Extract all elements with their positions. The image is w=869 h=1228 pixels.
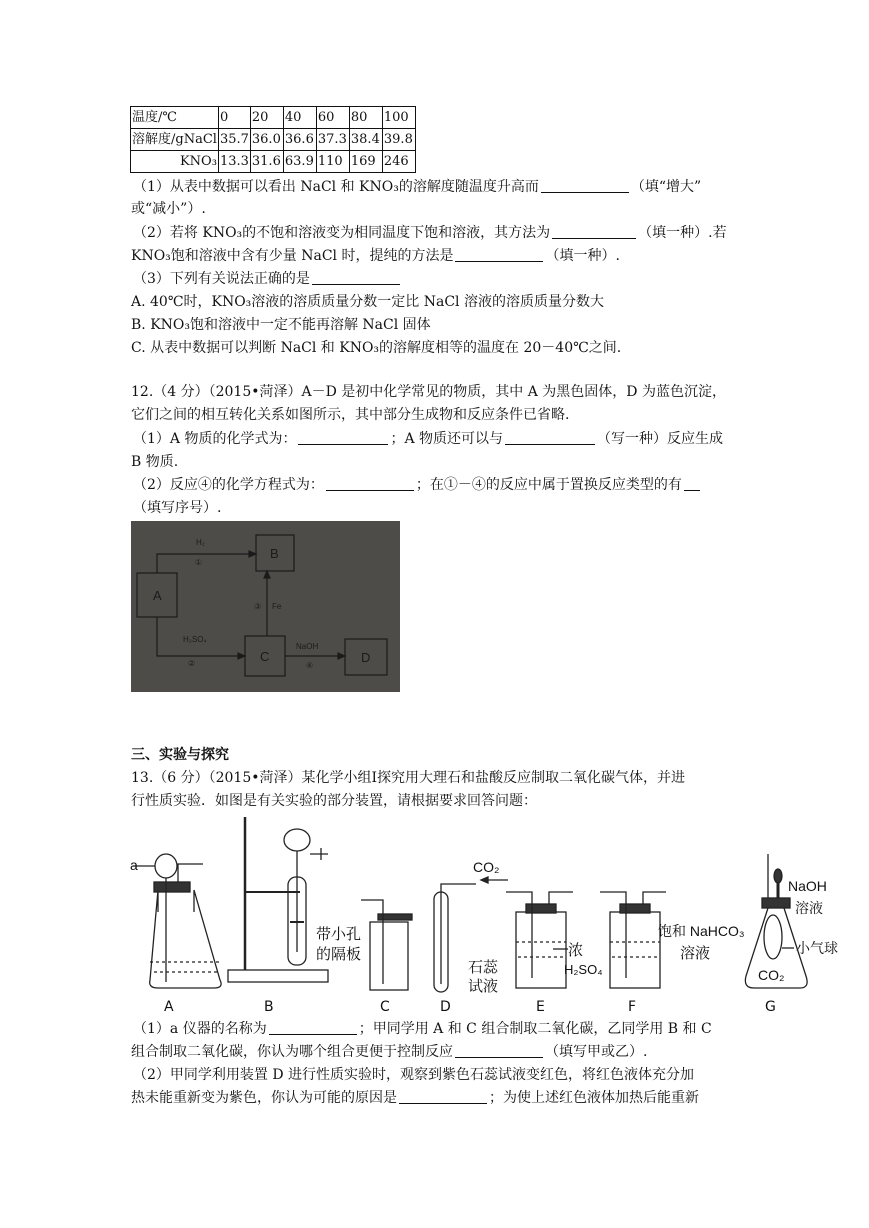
e-note-1: 浓 xyxy=(568,942,584,959)
q13-sub1-line-2 xyxy=(131,1041,647,1063)
answer-blank xyxy=(455,247,543,262)
table-cell: 0 xyxy=(218,107,250,129)
q12-line-6: （填写序号）. xyxy=(133,500,222,516)
table-cell: 100 xyxy=(382,107,415,129)
q12-line-2: 它们之间的相互转化关系如图所示，其中部分生成物和反应条件已省略. xyxy=(131,407,570,423)
q13-sub1-line-1 xyxy=(133,1018,712,1040)
arrowhead xyxy=(338,653,345,659)
table-row xyxy=(131,129,416,151)
text: ；在①－④的反应中属于置换反应类型的有 xyxy=(415,477,682,493)
arrowhead xyxy=(238,653,245,659)
text: （填一种）.若 xyxy=(638,225,727,241)
edge-2-label: ② xyxy=(188,659,196,668)
q11-line-1 xyxy=(133,176,701,198)
row-label: 溶解度/g xyxy=(132,132,184,147)
solubility-table xyxy=(130,106,416,173)
g-note-3: 小气球 xyxy=(796,940,838,956)
g-note-1: NaOH xyxy=(788,878,827,894)
d-note-1: 石蕊 xyxy=(468,959,499,976)
q12-line-5 xyxy=(133,474,702,496)
outlet-tube xyxy=(549,892,573,904)
apparatus-label-e: E xyxy=(536,999,545,1015)
b-note-2: 的隔板 xyxy=(316,946,362,963)
table-cell xyxy=(131,129,219,151)
text: KNO₃饱和溶液中含有少量 NaCl 时，提纯的方法是 xyxy=(131,248,454,264)
q12-line-1: 12.（4 分）（2015•菏泽）A－D 是初中化学常见的物质，其中 A 为黑色固体，D 为蓝色沉淀， xyxy=(131,384,726,400)
stand-base xyxy=(228,970,328,982)
e-note-2: H₂SO₄ xyxy=(564,962,603,977)
edge-fe-label: Fe xyxy=(272,602,282,611)
text: （2）反应④的化学方程式为： xyxy=(133,477,324,493)
table-cell: 20 xyxy=(250,107,283,129)
conical-flask xyxy=(150,890,221,988)
arrowhead xyxy=(264,571,270,578)
q11-option-a: A. 40℃时，KNO₃溶液的溶质质量分数一定比 NaCl 溶液的溶质质量分数大 xyxy=(131,294,604,310)
table-cell: 37.3 xyxy=(316,129,349,151)
wash-bottle xyxy=(516,912,566,988)
text: 组合制取二氧化碳，你认为哪个组合更便于控制反应 xyxy=(131,1044,453,1060)
apparatus-label-a: A xyxy=(164,999,174,1015)
table-cell: 温度/℃ xyxy=(131,107,219,129)
edge-h2so4-label: H₂SO₄ xyxy=(183,635,207,644)
text: （写一种）反应生成 xyxy=(597,431,724,447)
text: （1）a 仪器的名称为 xyxy=(133,1021,267,1037)
delivery-tube xyxy=(361,900,383,984)
apparatus-c xyxy=(361,900,412,990)
table-row xyxy=(131,151,416,173)
reaction-diagram xyxy=(131,521,400,692)
node-b-label: B xyxy=(270,546,279,561)
text: （填一种）. xyxy=(545,248,620,264)
text: （填写甲或乙）. xyxy=(545,1044,648,1060)
f-note-2: 溶液 xyxy=(680,945,711,962)
q11-line-3 xyxy=(133,222,727,244)
arrowhead xyxy=(481,877,488,883)
q11-line-5 xyxy=(133,268,402,290)
q11-option-b: B. KNO₃饱和溶液中一定不能再溶解 NaCl 固体 xyxy=(131,317,431,333)
edge-h2-label: H₂ xyxy=(196,538,205,547)
table-cell: 60 xyxy=(316,107,349,129)
q11-line-2: 或“减小”）. xyxy=(131,201,206,217)
text: （3）下列有关说法正确的是 xyxy=(133,271,310,287)
node-a-label: A xyxy=(153,588,162,603)
arrowhead xyxy=(249,551,256,557)
row-sublabel: NaCl xyxy=(183,132,217,147)
table-cell: 31.6 xyxy=(250,151,283,173)
section-heading: 三、实验与探究 xyxy=(131,747,229,763)
g-note-2: 溶液 xyxy=(795,900,823,916)
table-cell: 13.3 xyxy=(218,151,250,173)
q13-sub2-line-1: （2）甲同学利用装置 D 进行性质实验时，观察到紫色石蕊试液变红色，将红色液体充分加 xyxy=(133,1067,695,1083)
f-note-1: 饱和 NaHCO₃ xyxy=(658,923,745,939)
co2-label: CO₂ xyxy=(473,859,500,875)
answer-blank xyxy=(312,270,400,285)
q12-line-4: B 物质. xyxy=(131,454,179,470)
table-cell: 40 xyxy=(283,107,316,129)
answer-blank xyxy=(552,224,636,239)
answer-blank xyxy=(684,476,700,491)
apparatus-label-f: F xyxy=(628,999,637,1015)
q11-option-c: C. 从表中数据可以判断 NaCl 和 KNO₃的溶解度相等的温度在 20－40℃之间. xyxy=(131,340,622,356)
table-cell xyxy=(131,151,219,173)
stopper xyxy=(526,904,556,913)
text: （1）A 物质的化学式为： xyxy=(133,431,297,447)
q13-line-1: 13.（6 分）（2015•菏泽）某化学小组Ⅰ探究用大理石和盐酸反应制取二氧化碳气体，并进 xyxy=(131,770,686,786)
node-d-label: D xyxy=(361,650,371,665)
answer-blank xyxy=(541,178,629,193)
apparatus-label-b: B xyxy=(264,999,274,1015)
apparatus-e xyxy=(506,892,603,988)
table-cell: 169 xyxy=(349,151,382,173)
apparatus-label-d: D xyxy=(440,999,451,1015)
text: （填“增大” xyxy=(630,179,702,195)
row-sublabel: KNO₃ xyxy=(179,154,217,169)
apparatus-b xyxy=(228,817,361,982)
delivery-tube xyxy=(178,864,203,882)
stopper xyxy=(154,882,190,892)
text: ；A 物质还可以与 xyxy=(390,431,504,447)
answer-blank xyxy=(269,1020,357,1035)
q11-line-4 xyxy=(131,245,620,267)
apparatus-a xyxy=(133,854,221,988)
text: ；甲同学用 A 和 C 组合制取二氧化碳，乙同学用 B 和 C xyxy=(358,1021,712,1037)
b-note-1: 带小孔 xyxy=(316,926,362,943)
d-note-2: 试液 xyxy=(468,978,499,995)
answer-blank xyxy=(298,430,388,445)
text: ；为使上述红色液体加热后能重新 xyxy=(489,1090,699,1106)
wash-bottle xyxy=(610,912,660,988)
q13-line-2: 行性质实验．如图是有关实验的部分装置，请根据要求回答问题： xyxy=(131,793,537,809)
apparatus-label-g: G xyxy=(765,999,776,1015)
apparatus-d xyxy=(434,859,508,995)
edge-4-label: ④ xyxy=(306,661,314,670)
table-cell: 110 xyxy=(316,151,349,173)
arrow-a-to-b xyxy=(157,554,251,573)
apparatus-g xyxy=(745,854,838,988)
edge-1-label: ① xyxy=(195,558,203,567)
a-label: a xyxy=(130,857,138,873)
table-cell: 80 xyxy=(349,107,382,129)
table-cell: 36.0 xyxy=(250,129,283,151)
text: （2）若将 KNO₃的不饱和溶液变为相同温度下饱和溶液，其方法为 xyxy=(133,225,551,241)
apparatus-f xyxy=(600,892,745,988)
stopcock xyxy=(310,848,328,860)
funnel-bulb xyxy=(155,854,177,878)
dropper-bulb xyxy=(774,869,782,883)
outlet-tube xyxy=(643,892,666,904)
g-co2-label: CO₂ xyxy=(758,967,785,983)
table-cell: 63.9 xyxy=(283,151,316,173)
balloon xyxy=(764,915,782,959)
stopper xyxy=(620,904,650,913)
apparatus-figure xyxy=(128,812,848,1002)
table-cell: 38.4 xyxy=(349,129,382,151)
answer-blank xyxy=(399,1089,487,1104)
table-row xyxy=(131,107,416,129)
edge-naoh-label: NaOH xyxy=(296,642,319,651)
funnel-bulb xyxy=(284,829,310,851)
reaction-diagram-photo xyxy=(131,521,400,692)
text: 热未能重新变为紫色，你认为可能的原因是 xyxy=(131,1090,397,1106)
edge-3-label: ③ xyxy=(254,602,262,611)
answer-blank xyxy=(326,476,414,491)
table-cell: 35.7 xyxy=(218,129,250,151)
answer-blank xyxy=(505,430,595,445)
node-c-label: C xyxy=(260,649,270,664)
gas-bottle xyxy=(370,922,408,990)
stopper xyxy=(762,898,790,908)
apparatus-label-c: C xyxy=(380,999,390,1015)
table-cell: 39.8 xyxy=(382,129,415,151)
table-cell: 36.6 xyxy=(283,129,316,151)
table-cell: 246 xyxy=(382,151,415,173)
text: （1）从表中数据可以看出 NaCl 和 KNO₃的溶解度随温度升高而 xyxy=(133,179,539,195)
q13-sub2-line-2 xyxy=(131,1087,699,1109)
answer-blank xyxy=(455,1043,543,1058)
q12-line-3 xyxy=(133,428,723,450)
